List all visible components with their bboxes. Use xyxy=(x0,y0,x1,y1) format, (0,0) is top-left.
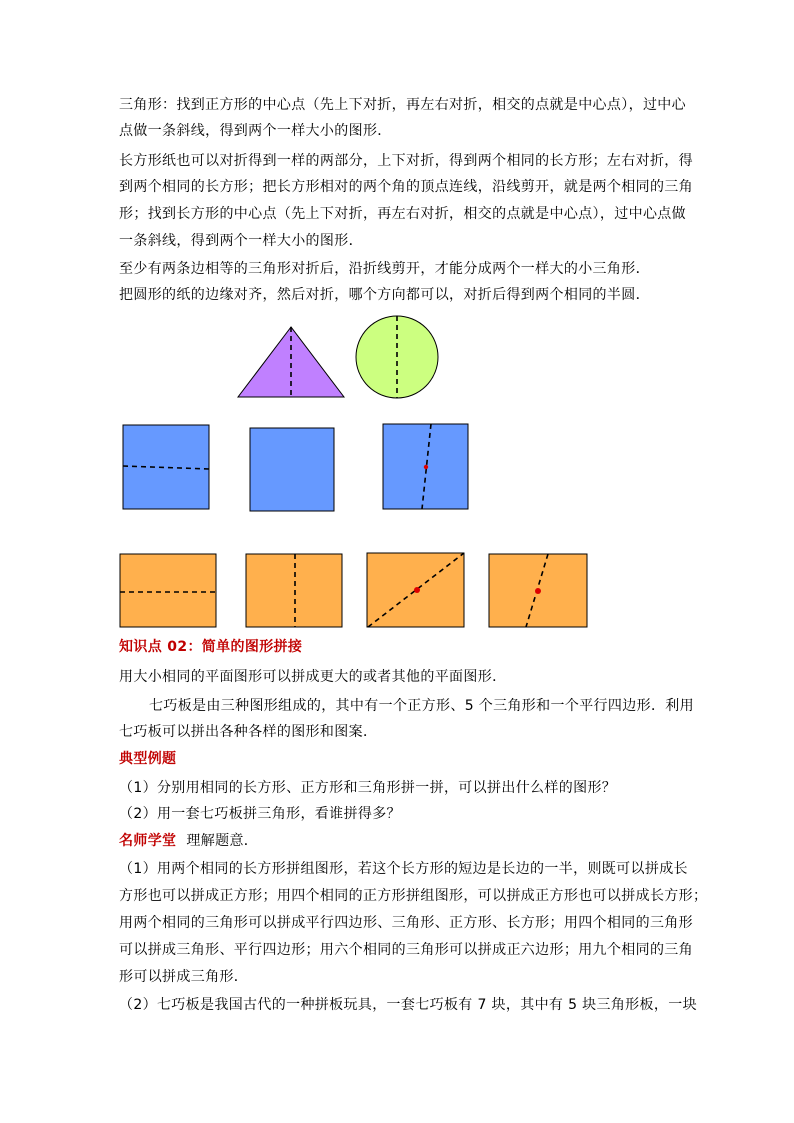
paragraph-line: 七巧板可以拼出各种各样的图形和图案． xyxy=(119,724,378,740)
section-heading xyxy=(119,637,302,657)
paragraph-line: 点做一条斜线，得到两个一样大小的图形． xyxy=(119,123,392,139)
triangle-fold-figure xyxy=(236,325,346,399)
rectangle-shape xyxy=(246,554,342,627)
example-heading xyxy=(119,749,176,769)
teacher-note: 理解题意． xyxy=(186,833,259,849)
paragraph-line: 至少有两条边相等的三角形对折后，沿折线剪开，才能分成两个一样大的小三角形． xyxy=(119,261,650,277)
rectangle-fold-vertical-figure xyxy=(245,553,345,629)
question-line: （2）用一套七巧板拼三角形，看谁拼得多？ xyxy=(119,806,401,822)
square-plain-figure xyxy=(249,427,337,513)
section-heading-text: 知识点 02：简单的图形拼接 xyxy=(119,639,303,655)
rectangle-fold-diagonal-figure xyxy=(366,552,466,630)
paragraph-line: 长方形纸也可以对折得到一样的两部分，上下对折，得到两个相同的长方形；左右对折，得 xyxy=(119,153,693,169)
paragraph-line: 形；找到长方形的中心点（先上下对折，再左右对折，相交的点就是中心点），过中心点做 xyxy=(119,206,686,222)
paragraph-line: 用大小相同的平面图形可以拼成更大的或者其他的平面图形． xyxy=(119,669,507,685)
circle-fold-figure xyxy=(354,314,440,400)
rectangle-shape xyxy=(120,554,216,627)
answer-line: 用两个相同的三角形可以拼成平行四边形、三角形、正方形、长方形；用四个相同的三角形 xyxy=(119,915,693,931)
paragraph-line: 七巧板是由三种图形组成的，其中有一个正方形、5 个三角形和一个平行四边形．利用 xyxy=(149,698,695,714)
square-fold-horizontal-figure xyxy=(122,424,212,512)
answer-line: 可以拼成三角形、平行四边形；用六个相同的三角形可以拼成正六边形；用九个相同的三角 xyxy=(119,942,693,958)
answer-line: （2）七巧板是我国古代的一种拼板玩具，一套七巧板有 7 块，其中有 5 块三角形板，一块 xyxy=(119,997,697,1013)
center-point xyxy=(424,465,428,469)
square-fold-diagonal-figure xyxy=(382,423,470,511)
rectangle-fold-slanted-figure xyxy=(488,553,590,629)
example-heading-text: 典型例题 xyxy=(119,751,177,767)
rectangle-fold-horizontal-figure xyxy=(119,553,219,629)
square-shape xyxy=(250,428,334,511)
paragraph-line: 三角形：找到正方形的中心点（先上下对折，再左右对折，相交的点就是中心点），过中心 xyxy=(119,97,686,113)
center-point xyxy=(535,588,541,594)
paragraph-line: 到两个相同的长方形；把长方形相对的两个角的顶点连线，沿线剪开，就是两个相同的三角 xyxy=(119,179,693,195)
question-line: （1）分别用相同的长方形、正方形和三角形拼一拼，可以拼出什么样的图形？ xyxy=(119,780,617,796)
answer-line: 方形也可以拼成正方形；用四个相同的正方形拼组图形，可以拼成正方形也可以拼成长方形； xyxy=(119,888,708,904)
teacher-heading xyxy=(119,831,258,851)
teacher-heading-text: 名师学堂 xyxy=(119,833,177,849)
answer-line: （1）用两个相同的长方形拼组图形，若这个长方形的短边是长边的一半，则既可以拼成长 xyxy=(119,861,688,877)
paragraph-line: 把圆形的纸的边缘对齐，然后对折，哪个方向都可以，对折后得到两个相同的半圆． xyxy=(119,287,650,303)
paragraph-line: 一条斜线，得到两个一样大小的图形． xyxy=(119,233,363,249)
answer-line: 形可以拼成三角形． xyxy=(119,969,249,985)
center-point xyxy=(414,587,420,593)
